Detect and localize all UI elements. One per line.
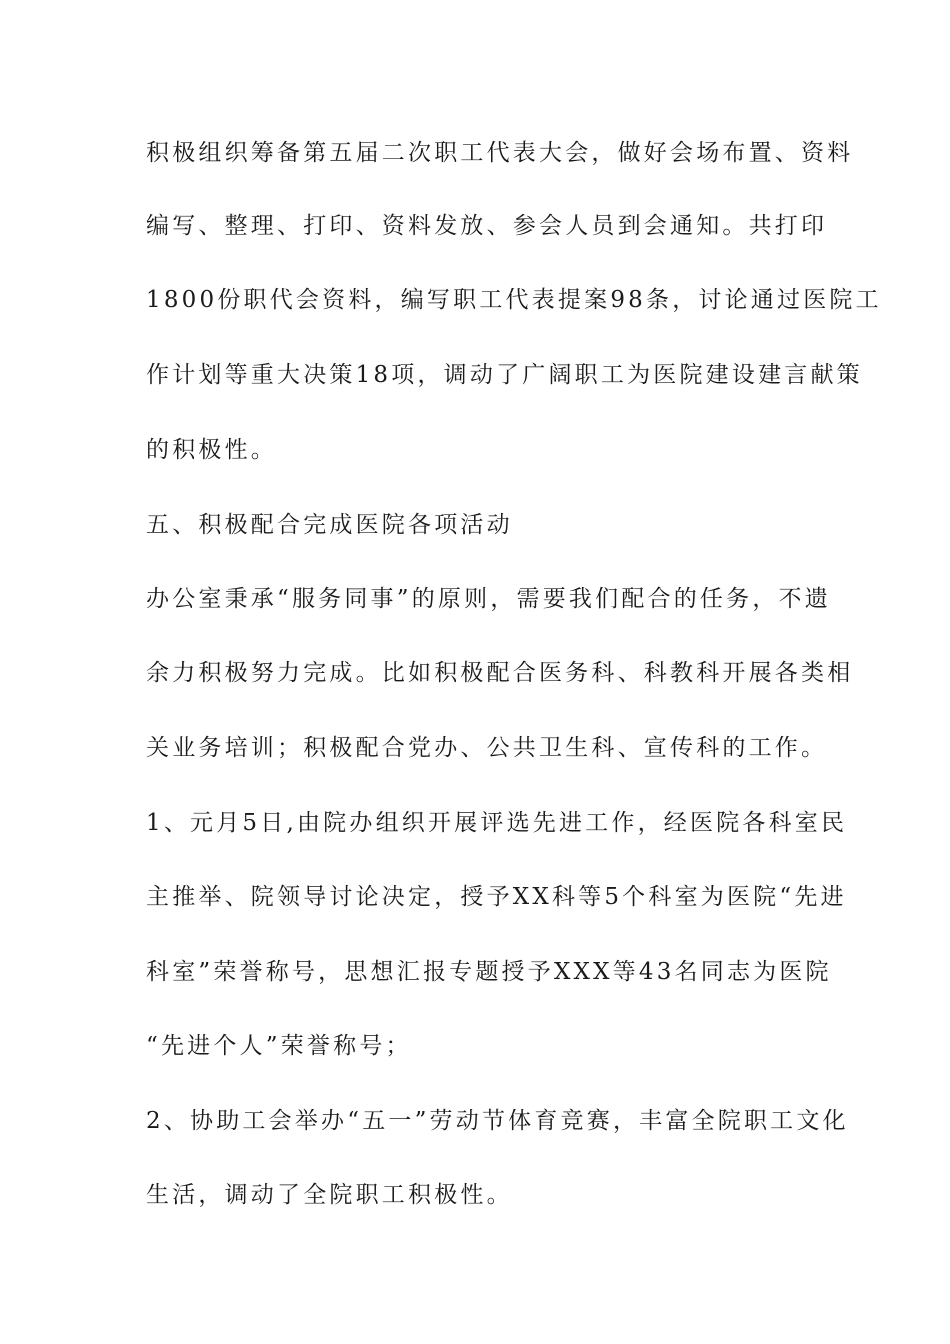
list-item-2-line-2: 生活，调动了全院职工积极性。	[146, 1182, 513, 1208]
section-heading: 五、积极配合完成医院各项活动	[146, 512, 513, 538]
list-item-1-line-4: “先进个人”荣誉称号；	[146, 1033, 412, 1059]
paragraph-line-5: 的积极性。	[146, 437, 277, 463]
paragraph-line-7: 办公室秉承“服务同事”的原则，需要我们配合的任务，不遗	[146, 586, 831, 612]
paragraph-line-9: 关业务培训；积极配合党办、公共卫生科、宣传科的工作。	[146, 735, 828, 761]
list-item-1-line-2: 主推举、院领导讨论决定，授予XX科等5个科室为医院“先进	[146, 884, 847, 910]
paragraph-line-4: 作计划等重大决策18项，调动了广阔职工为医院建设建言献策	[146, 362, 863, 388]
list-item-2-line-1: 2、协助工会举办“五一”劳动节体育竞赛，丰富全院职工文化	[146, 1108, 849, 1134]
paragraph-line-1: 积极组织筹备第五届二次职工代表大会，做好会场布置、资料	[146, 140, 854, 166]
paragraph-line-2: 编写、整理、打印、资料发放、参会人员到会通知。共打印	[146, 213, 828, 239]
list-item-1-line-1: 1、元月5日,由院办组织开展评选先进工作，经医院各科室民	[146, 810, 848, 836]
list-item-1-line-3: 科室”荣誉称号，思想汇报专题授予XXX等43名同志为医院	[146, 959, 832, 985]
paragraph-line-8: 余力积极努力完成。比如积极配合医务科、科教科开展各类相	[146, 660, 854, 686]
paragraph-line-3: 1800份职代会资料，编写职工代表提案98条，讨论通过医院工	[146, 287, 882, 313]
